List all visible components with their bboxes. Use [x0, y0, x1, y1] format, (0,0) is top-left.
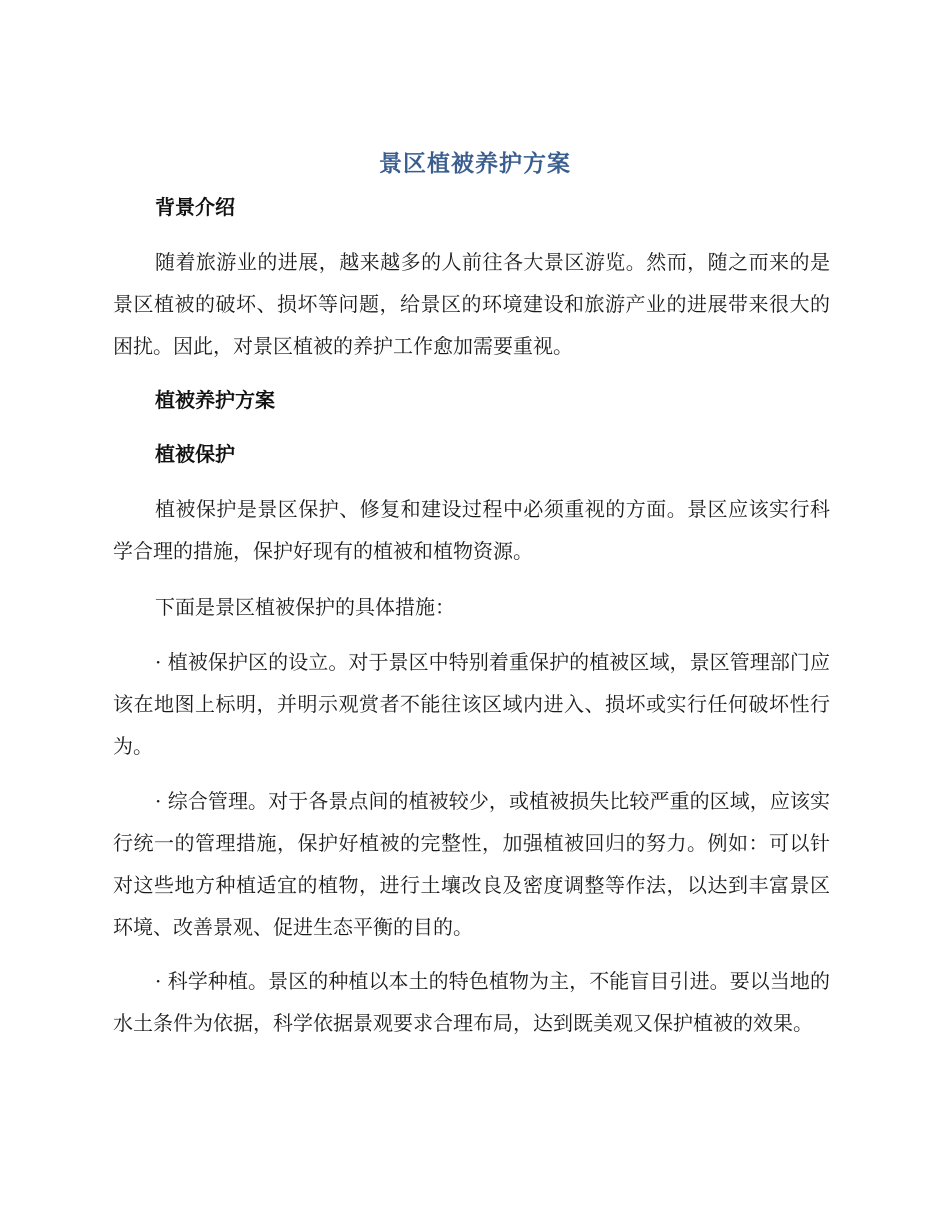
- heading-protection: 植被保护: [155, 442, 235, 466]
- paragraph-measures-intro: 下面是景区植被保护的具体措施：: [155, 595, 455, 619]
- paragraph-background: 随着旅游业的进展，越来越多的人前往各大景区游览。然而，随之而来的是景区植被的破坏、损坏等问题，给景区的环境建设和旅游产业的进展带来很大的困扰。因此，对景区植被的养护工作愈加需要重视。: [113, 250, 830, 358]
- heading-plan: 植被养护方案: [155, 388, 275, 412]
- list-item-measure-3: · 科学种植。景区的种植以本土的特色植物为主，不能盲目引进。要以当地的水土条件为依据，科学依据景观要求合理布局，达到既美观又保护植被的效果。: [113, 969, 830, 1035]
- paragraph-protection: 植被保护是景区保护、修复和建设过程中必须重视的方面。景区应该实行科学合理的措施，保护好现有的植被和植物资源。: [113, 497, 830, 563]
- list-item-measure-1: · 植被保护区的设立。对于景区中特别着重保护的植被区域，景区管理部门应该在地图上标明，并明示观赏者不能往该区域内进入、损坏或实行任何破坏性行为。: [113, 650, 830, 758]
- list-item-measure-2: · 综合管理。对于各景点间的植被较少，或植被损失比较严重的区域，应该实行统一的管理措施，保护好植被的完整性，加强植被回归的努力。例如：可以针对这些地方种植适宜的植物，进行土壤改良及密度调整等作法，以达到丰富景区环境、改善景观、促进生态平衡的目的。: [113, 789, 830, 939]
- heading-background: 背景介绍: [155, 195, 235, 219]
- document-title: 景区植被养护方案: [379, 151, 571, 177]
